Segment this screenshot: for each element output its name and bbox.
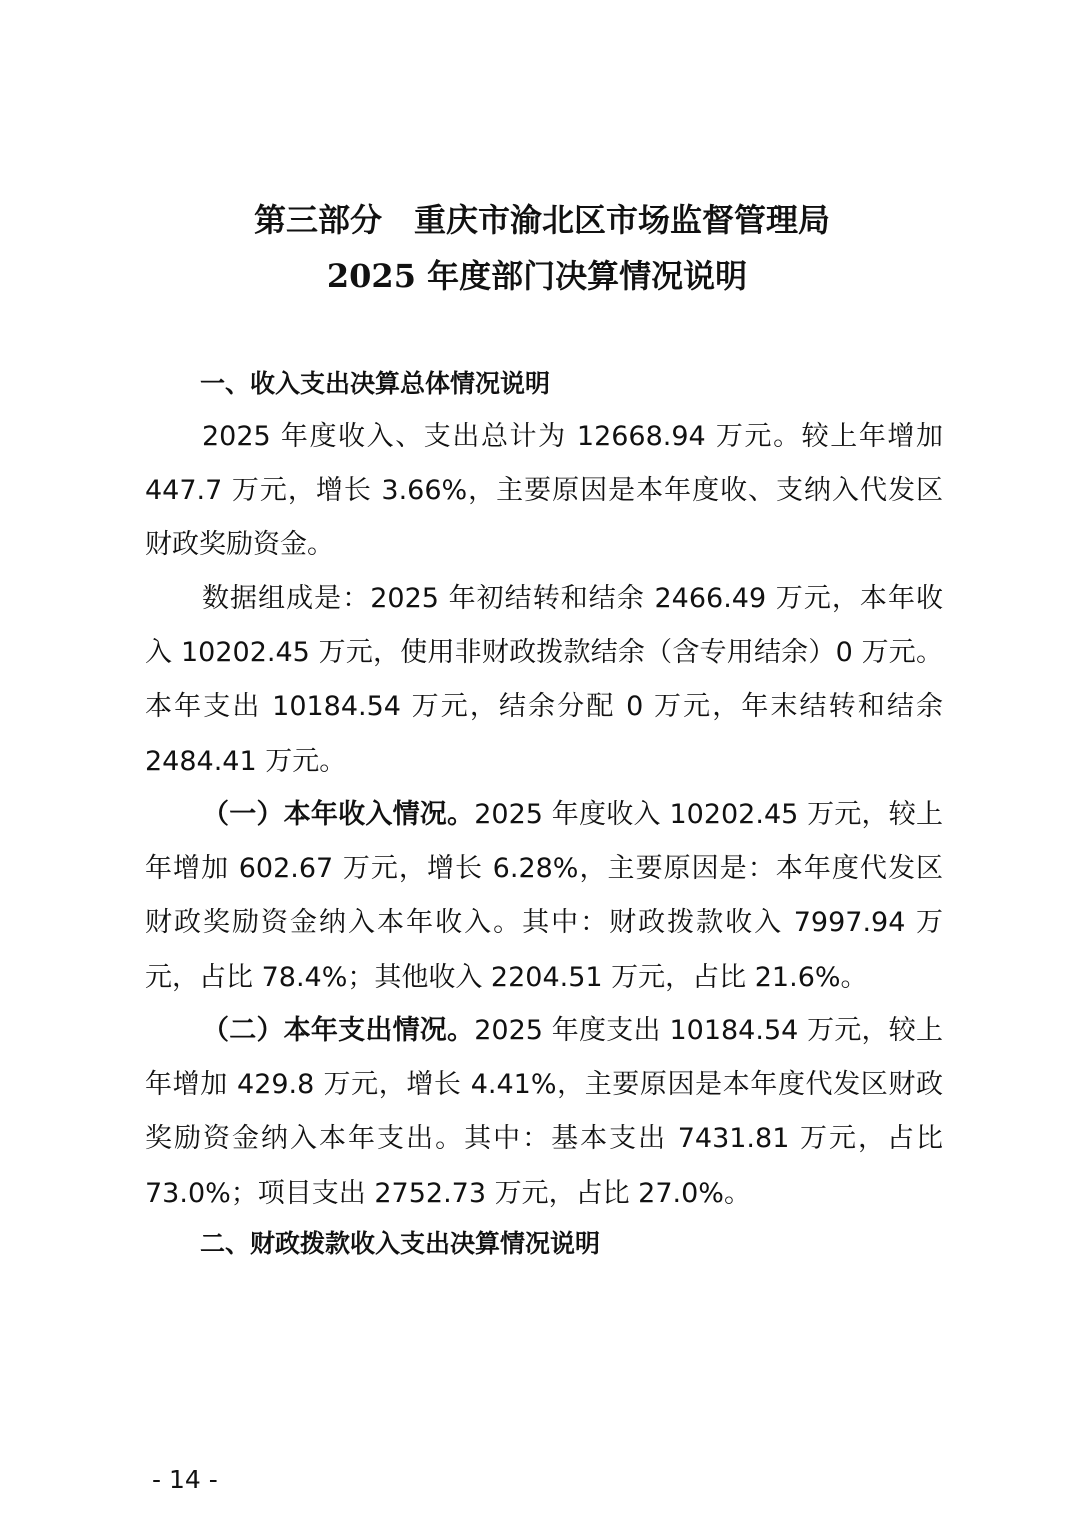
title-organization: 重庆市渝北区市场监督管理局 xyxy=(414,201,831,239)
paragraph-expenditure-text: 2025 年度支出 10184.54 万元，较上年增加 429.8 万元，增长 4.41%，主要原因是本年度代发区财政奖励资金纳入本年支出。其中：基本支出 7431.81 万元，占比 73.0%；项目支出 2752.73 万元，占比 27.0%。 xyxy=(145,1015,944,1209)
paragraph-expenditure xyxy=(145,1004,943,1221)
paragraph-expenditure-lead: （二）本年支出情况。 xyxy=(202,1015,475,1046)
paragraph-income xyxy=(145,788,943,1005)
section-heading-1: 一、收入支出决算总体情况说明 xyxy=(200,369,551,398)
document-title-line-1 xyxy=(0,200,1074,240)
paragraph-income-text: 2025 年度收入 10202.45 万元，较上年增加 602.67 万元，增长 6.28%，主要原因是：本年度代发区财政奖励资金纳入本年收入。其中：财政拨款收入 7997.94 万元，占比 78.4%；其他收入 2204.51 万元，占比 21.6%。 xyxy=(145,799,944,993)
title-part-label: 第三部分 xyxy=(253,201,382,239)
page-number: - 14 - xyxy=(152,1465,218,1494)
section-heading-2: 二、财政拨款收入支出决算情况说明 xyxy=(200,1229,601,1258)
paragraph-data-composition: 数据组成是：2025 年初结转和结余 2466.49 万元，本年收入 10202.45 万元，使用非财政拨款结余（含专用结余）0 万元。本年支出 10184.54 万元，结余分配 0 万元，年末结转和结余 2484.41 万元。 xyxy=(145,583,943,777)
paragraph-overall-total: 2025 年度收入、支出总计为 12668.94 万元。较上年增加 447.7 万元，增长 3.66%，主要原因是本年度收、支纳入代发区财政奖励资金。 xyxy=(145,421,943,561)
paragraph-income-lead: （一）本年收入情况。 xyxy=(202,799,475,830)
document-title-line-2: 2025 年度部门决算情况说明 xyxy=(326,257,748,295)
